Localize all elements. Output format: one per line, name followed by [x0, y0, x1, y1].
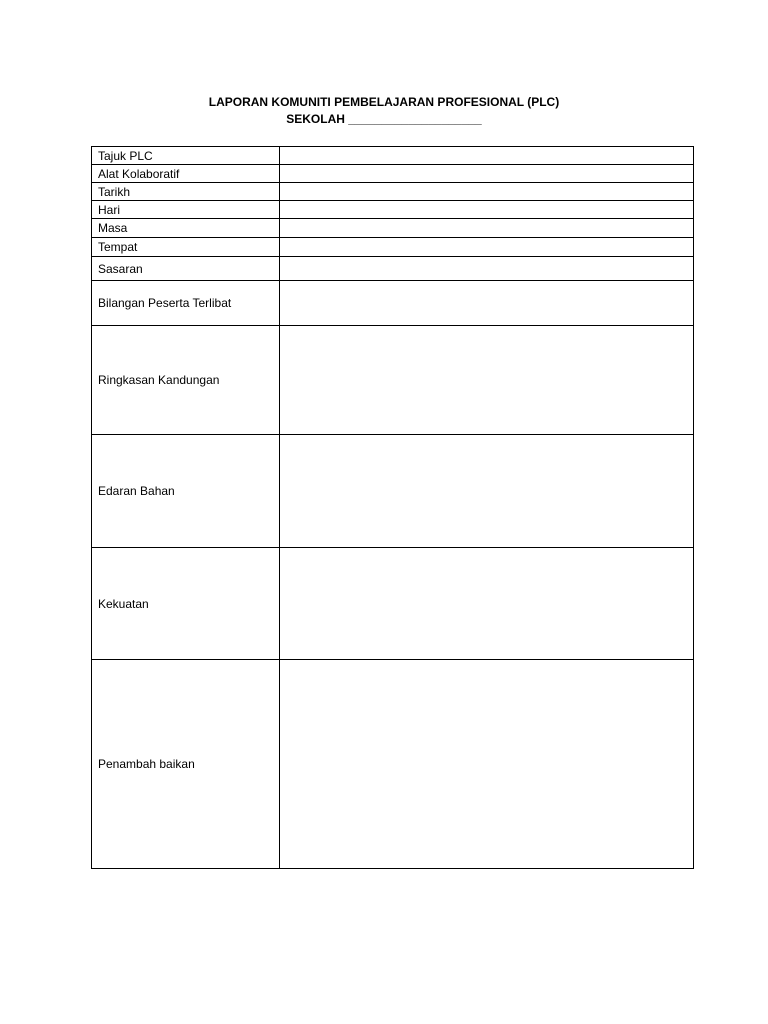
form-row-hari	[92, 201, 694, 219]
field-label: Bilangan Peserta Terlibat	[92, 281, 280, 326]
field-label: Masa	[92, 219, 280, 238]
form-row-sasaran	[92, 257, 694, 281]
form-row-penambah-baikan	[92, 660, 694, 869]
form-row-bilangan-peserta	[92, 281, 694, 326]
field-value[interactable]	[280, 326, 694, 435]
field-label: Alat Kolaboratif	[92, 165, 280, 183]
field-label: Kekuatan	[92, 548, 280, 660]
field-label: Ringkasan Kandungan	[92, 326, 280, 435]
field-label: Sasaran	[92, 257, 280, 281]
form-row-masa	[92, 219, 694, 238]
report-title: LAPORAN KOMUNITI PEMBELAJARAN PROFESIONAL (PLC)	[208, 95, 560, 109]
form-row-alat-kolaboratif	[92, 165, 694, 183]
field-label: Tajuk PLC	[92, 147, 280, 165]
form-row-kekuatan	[92, 548, 694, 660]
form-row-ringkasan-kandungan	[92, 326, 694, 435]
field-label: Tempat	[92, 238, 280, 257]
document-header	[0, 94, 768, 128]
field-value[interactable]	[280, 219, 694, 238]
field-value[interactable]	[280, 201, 694, 219]
field-value[interactable]	[280, 238, 694, 257]
field-value[interactable]	[280, 548, 694, 660]
field-value[interactable]	[280, 257, 694, 281]
field-value[interactable]	[280, 183, 694, 201]
form-row-tarikh	[92, 183, 694, 201]
field-label: Tarikh	[92, 183, 280, 201]
report-form-table	[91, 146, 694, 869]
field-label: Hari	[92, 201, 280, 219]
field-label: Edaran Bahan	[92, 435, 280, 548]
field-value[interactable]	[280, 165, 694, 183]
field-value[interactable]	[280, 660, 694, 869]
form-row-tajuk-plc	[92, 147, 694, 165]
school-line: SEKOLAH ____________________	[286, 112, 482, 126]
field-value[interactable]	[280, 435, 694, 548]
form-row-edaran-bahan	[92, 435, 694, 548]
field-label: Penambah baikan	[92, 660, 280, 869]
form-row-tempat	[92, 238, 694, 257]
field-value[interactable]	[280, 281, 694, 326]
field-value[interactable]	[280, 147, 694, 165]
